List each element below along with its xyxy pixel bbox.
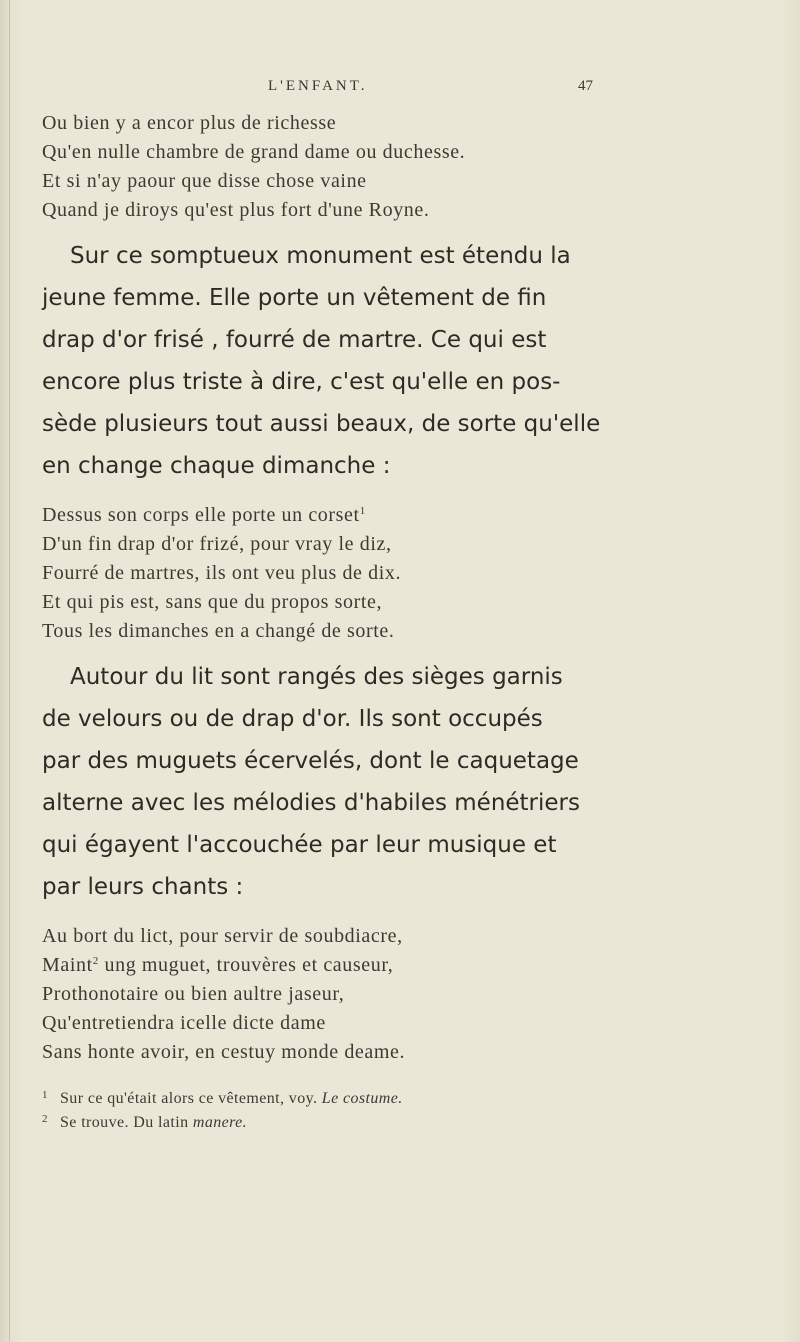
verse-line: D'un fin drap d'or frizé, pour vray le diz, xyxy=(42,533,392,555)
footnote xyxy=(42,1089,403,1108)
verse-line: Ou bien y a encor plus de richesse xyxy=(42,112,337,134)
verse-line: Prothonotaire ou bien aultre jaseur, xyxy=(42,983,345,1005)
verse-line: Au bort du lict, pour servir de soubdiacre, xyxy=(42,925,403,947)
prose-line: encore plus triste à dire, c'est qu'elle en pos- xyxy=(42,369,561,395)
footnote-marker: 1 xyxy=(359,505,366,517)
prose-line: jeune femme. Elle porte un vêtement de fin xyxy=(42,285,547,311)
footnote-number: 1 xyxy=(42,1089,48,1101)
verse-line: Quand je diroys qu'est plus fort d'une Royne. xyxy=(42,199,430,221)
prose-line: Autour du lit sont rangés des sièges garnis xyxy=(70,664,563,690)
page-gutter xyxy=(9,0,10,1342)
prose-line: qui égayent l'accouchée par leur musique et xyxy=(42,832,557,858)
verse-line: Sans honte avoir, en cestuy monde deame. xyxy=(42,1041,406,1063)
footnote-reference: Le costume. xyxy=(321,1090,403,1107)
verse-line: Qu'en nulle chambre de grand dame ou duchesse. xyxy=(42,141,466,163)
page-number: 47 xyxy=(578,78,593,94)
verse-line xyxy=(42,954,393,977)
prose-line: drap d'or frisé , fourré de martre. Ce qui est xyxy=(42,327,547,353)
prose-line: par leurs chants : xyxy=(42,874,244,900)
verse-line xyxy=(42,504,366,527)
verse-line: Qu'entretiendra icelle dicte dame xyxy=(42,1012,326,1034)
footnote-marker: 2 xyxy=(92,955,99,967)
prose-line: alterne avec les mélodies d'habiles ménétriers xyxy=(42,790,580,816)
footnote xyxy=(42,1113,247,1132)
verse-line-text: Dessus son corps elle porte un corset xyxy=(42,504,360,526)
prose-line: en change chaque dimanche : xyxy=(42,453,391,479)
prose-line: de velours ou de drap d'or. Ils sont occupés xyxy=(42,706,543,732)
footnote-text: Se trouve. Du latin xyxy=(60,1114,193,1131)
verse-line-text: ung muguet, trouvères et causeur, xyxy=(98,954,394,976)
verse-line: Et qui pis est, sans que du propos sorte, xyxy=(42,591,383,613)
running-head xyxy=(0,78,800,108)
running-head-title: L'ENFANT. xyxy=(268,78,368,94)
prose-line: Sur ce somptueux monument est étendu la xyxy=(70,243,571,269)
prose-line: par des muguets écervelés, dont le caquetage xyxy=(42,748,579,774)
verse-line: Tous les dimanches en a changé de sorte. xyxy=(42,620,395,642)
prose-line: sède plusieurs tout aussi beaux, de sorte qu'elle xyxy=(42,411,601,437)
footnote-number: 2 xyxy=(42,1113,48,1125)
verse-line: Fourré de martres, ils ont veu plus de dix. xyxy=(42,562,402,584)
footnote-text: Sur ce qu'était alors ce vêtement, voy. xyxy=(60,1090,322,1107)
verse-line: Et si n'ay paour que disse chose vaine xyxy=(42,170,367,192)
verse-line-word: Maint xyxy=(42,954,93,976)
footnote-reference: manere. xyxy=(192,1114,248,1131)
